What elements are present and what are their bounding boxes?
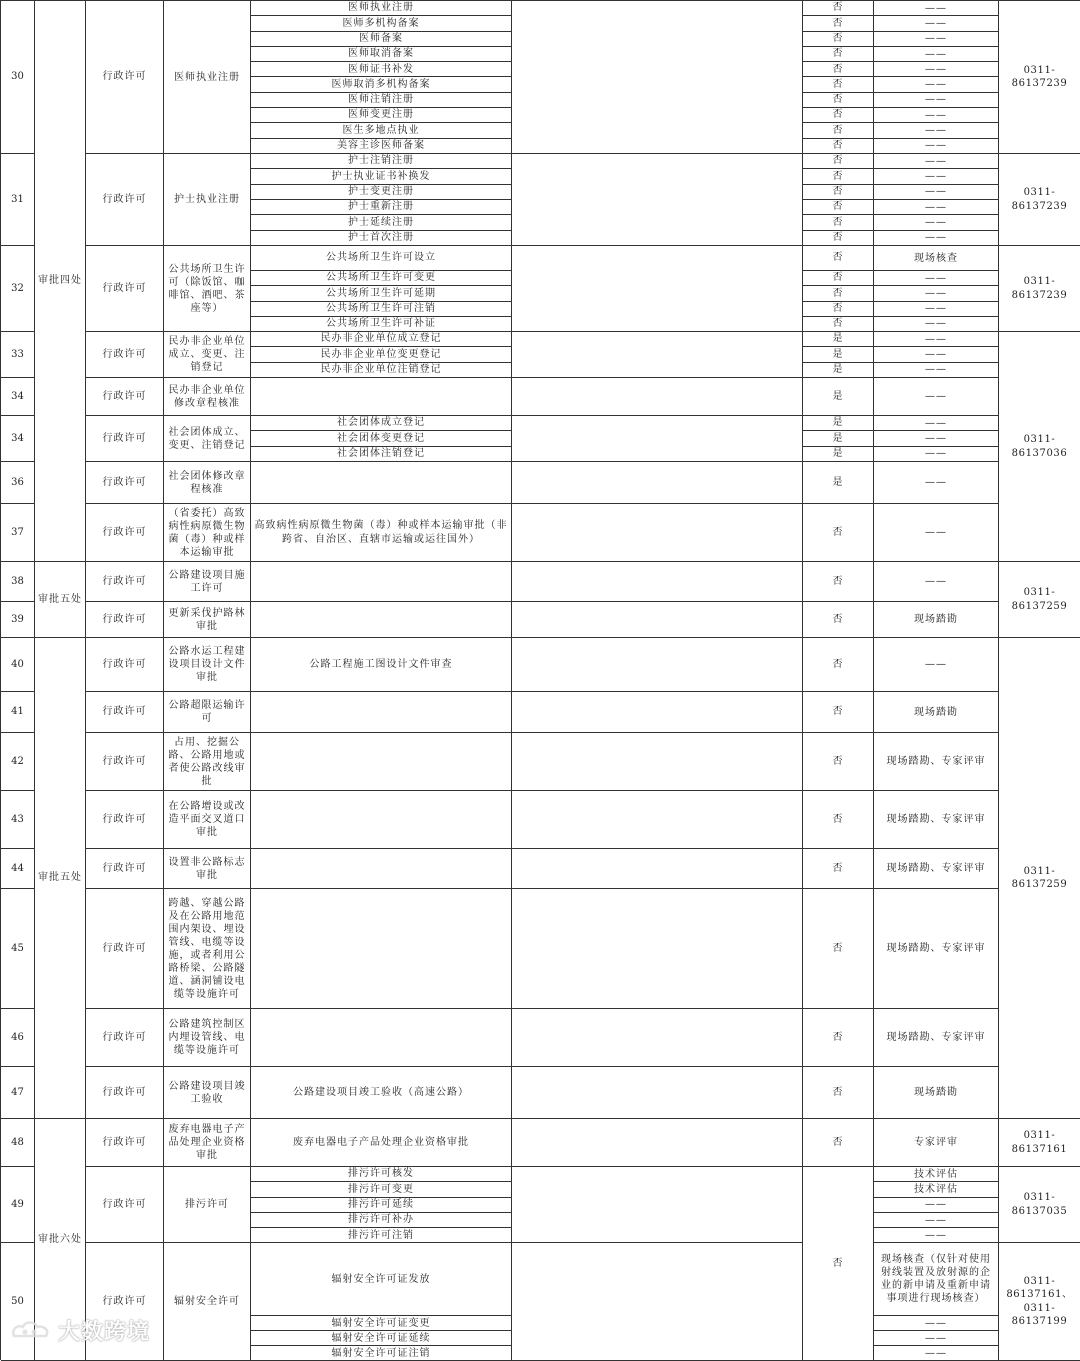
approval-type-cell: 行政许可 (86, 889, 164, 1009)
sub-item-cell: 医师变更注册 (251, 108, 512, 123)
online-flag-cell: 是 (803, 431, 874, 446)
online-flag-cell: 否 (803, 77, 874, 92)
review-method-cell: —— (874, 93, 999, 108)
row-number: 34 (1, 378, 35, 416)
review-method-cell: 现场踏勘 (874, 1067, 999, 1119)
row-number: 32 (1, 246, 35, 332)
item-name-cell: 排污许可 (164, 1167, 251, 1243)
online-flag-cell: 是 (803, 363, 874, 378)
blank-cell (512, 154, 803, 246)
online-flag-cell: 是 (803, 416, 874, 431)
review-method-cell: —— (874, 77, 999, 92)
office-cell: 审批五处 (35, 638, 86, 1119)
sub-item-cell: 公路工程施工图设计文件审查 (251, 638, 512, 692)
item-name-cell: 公路水运工程建设项目设计文件审批 (164, 638, 251, 692)
online-flag-cell: 否 (803, 47, 874, 62)
sub-item-cell: 辐射安全许可证变更 (251, 1316, 512, 1331)
item-name-cell: 护士执业注册 (164, 154, 251, 246)
sub-item-cell: 医师取消多机构备案 (251, 77, 512, 92)
blank-cell (512, 849, 803, 889)
phone-cell: 0311-86137161 (999, 1119, 1080, 1167)
review-method-cell: 技术评估 (874, 1167, 999, 1182)
review-method-cell: —— (874, 504, 999, 562)
sub-item-cell: 民办非企业单位变更登记 (251, 347, 512, 362)
phone-cell: 0311-86137239 (999, 1, 1080, 154)
row-number: 39 (1, 602, 35, 638)
review-method-cell: —— (874, 154, 999, 169)
approval-type-cell: 行政许可 (86, 733, 164, 791)
blank-cell (512, 246, 803, 332)
blank-cell (512, 692, 803, 733)
sub-item-cell (251, 791, 512, 849)
sub-item-cell (251, 378, 512, 416)
online-flag-cell: 否 (803, 733, 874, 791)
item-name-cell: 公路超限运输许可 (164, 692, 251, 733)
online-flag-cell: 否 (803, 185, 874, 200)
review-method-cell: —— (874, 447, 999, 462)
phone-cell: 0311-86137161、0311-86137199 (999, 1243, 1080, 1361)
approval-type-cell: 行政许可 (86, 246, 164, 332)
blank-cell (512, 889, 803, 1009)
blank-cell (512, 602, 803, 638)
online-flag-cell: 否 (803, 602, 874, 638)
online-flag-cell: 否 (803, 1067, 874, 1119)
sub-item-cell: 医生多地点执业 (251, 123, 512, 138)
sub-item-cell: 社会团体注销登记 (251, 447, 512, 462)
sub-item-cell: 排污许可注销 (251, 1228, 512, 1243)
approval-type-cell: 行政许可 (86, 1243, 164, 1361)
review-method-cell: —— (874, 363, 999, 378)
blank-cell (512, 1243, 803, 1361)
sub-item-cell: 废弃电器电子产品处理企业资格审批 (251, 1119, 512, 1167)
phone-cell: 0311-86137036 (999, 332, 1080, 562)
online-flag-cell: 否 (803, 286, 874, 301)
sub-item-cell (251, 602, 512, 638)
blank-cell (512, 416, 803, 462)
row-number: 31 (1, 154, 35, 246)
review-method-cell: 现场踏勘、专家评审 (874, 1009, 999, 1067)
approval-type-cell: 行政许可 (86, 692, 164, 733)
online-flag-cell: 否 (803, 215, 874, 230)
blank-cell (512, 791, 803, 849)
row-number: 48 (1, 1119, 35, 1167)
review-method-cell: —— (874, 47, 999, 62)
item-name-cell: 占用、挖掘公路、公路用地或者使公路改线审批 (164, 733, 251, 791)
item-name-cell: 跨越、穿越公路及在公路用地范围内架设、埋设管线、电缆等设施，或者利用公路桥梁、公路隧道、涵洞铺设电缆等设施许可 (164, 889, 251, 1009)
approval-type-cell: 行政许可 (86, 504, 164, 562)
item-name-cell: 民办非企业单位成立、变更、注销登记 (164, 332, 251, 378)
sub-item-cell (251, 692, 512, 733)
sub-item-cell: 医师证书补发 (251, 62, 512, 77)
online-flag-cell: 否 (803, 317, 874, 332)
review-method-cell: 现场踏勘 (874, 692, 999, 733)
review-method-cell: —— (874, 562, 999, 602)
online-flag-cell: 否 (803, 139, 874, 154)
sub-item-cell: 辐射安全许可证发放 (251, 1243, 512, 1316)
online-flag-cell: 否 (803, 200, 874, 215)
row-number: 37 (1, 504, 35, 562)
review-method-cell: —— (874, 271, 999, 286)
row-number: 33 (1, 332, 35, 378)
review-method-cell: —— (874, 462, 999, 504)
item-name-cell: （省委托）高致病性病原微生物菌（毒）种或样本运输审批 (164, 504, 251, 562)
phone-cell: 0311-86137259 (999, 638, 1080, 1119)
review-method-cell: —— (874, 139, 999, 154)
review-method-cell: —— (874, 332, 999, 347)
blank-cell (512, 1, 803, 154)
review-method-cell: —— (874, 317, 999, 332)
blank-cell (512, 1167, 803, 1243)
online-flag-cell: 否 (803, 504, 874, 562)
online-flag-cell: 否 (803, 169, 874, 184)
approval-type-cell: 行政许可 (86, 849, 164, 889)
sub-item-cell: 护士注销注册 (251, 154, 512, 169)
review-method-cell: —— (874, 431, 999, 446)
review-method-cell: —— (874, 16, 999, 31)
approval-type-cell: 行政许可 (86, 562, 164, 602)
review-method-cell: —— (874, 378, 999, 416)
item-name-cell: 公共场所卫生许可（除饭馆、咖啡馆、酒吧、茶座等） (164, 246, 251, 332)
approval-type-cell: 行政许可 (86, 1167, 164, 1243)
sub-item-cell: 排污许可补办 (251, 1213, 512, 1228)
sub-item-cell: 护士延续注册 (251, 215, 512, 230)
sub-item-cell: 护士执业证书补换发 (251, 169, 512, 184)
sub-item-cell: 辐射安全许可证延续 (251, 1331, 512, 1346)
approval-type-cell: 行政许可 (86, 378, 164, 416)
item-name-cell: 社会团体修改章程核准 (164, 462, 251, 504)
review-method-cell: 现场踏勘、专家评审 (874, 733, 999, 791)
review-method-cell: —— (874, 185, 999, 200)
review-method-cell: 现场踏勘、专家评审 (874, 791, 999, 849)
online-flag-cell: 否 (803, 302, 874, 317)
review-method-cell: —— (874, 347, 999, 362)
approval-type-cell: 行政许可 (86, 416, 164, 462)
row-number: 38 (1, 562, 35, 602)
sub-item-cell (251, 462, 512, 504)
item-name-cell: 公路建筑控制区内埋设管线、电缆等设施许可 (164, 1009, 251, 1067)
phone-cell: 0311-86137239 (999, 154, 1080, 246)
sub-item-cell: 社会团体变更登记 (251, 431, 512, 446)
approval-type-cell: 行政许可 (86, 462, 164, 504)
row-number: 44 (1, 849, 35, 889)
sub-item-cell: 高致病性病原微生物菌（毒）种或样本运输审批（非跨省、自治区、直辖市运输或运往国外） (251, 504, 512, 562)
review-method-cell: —— (874, 108, 999, 123)
online-flag-cell: 否 (803, 108, 874, 123)
online-flag-cell: 否 (803, 791, 874, 849)
sub-item-cell: 公共场所卫生许可设立 (251, 246, 512, 271)
row-number: 47 (1, 1067, 35, 1119)
review-method-cell: —— (874, 123, 999, 138)
online-flag-cell: 否 (803, 849, 874, 889)
online-flag-cell: 否 (803, 1009, 874, 1067)
sub-item-cell (251, 562, 512, 602)
sub-item-cell: 医师执业注册 (251, 1, 512, 16)
sub-item-cell: 医师取消备案 (251, 47, 512, 62)
office-cell: 审批五处 (35, 562, 86, 638)
review-method-cell: —— (874, 169, 999, 184)
row-number: 40 (1, 638, 35, 692)
item-name-cell: 设置非公路标志审批 (164, 849, 251, 889)
review-method-cell: —— (874, 1316, 999, 1331)
review-method-cell: —— (874, 302, 999, 317)
blank-cell (512, 378, 803, 416)
review-method-cell: —— (874, 1213, 999, 1228)
item-name-cell: 辐射安全许可 (164, 1243, 251, 1361)
online-flag-cell: 否 (803, 1167, 874, 1361)
row-number: 43 (1, 791, 35, 849)
row-number: 41 (1, 692, 35, 733)
sub-item-cell: 护士变更注册 (251, 185, 512, 200)
online-flag-cell: 是 (803, 462, 874, 504)
review-method-cell: —— (874, 286, 999, 301)
review-method-cell: —— (874, 638, 999, 692)
review-method-cell: 现场踏勘 (874, 602, 999, 638)
sub-item-cell: 护士首次注册 (251, 231, 512, 247)
phone-cell: 0311-86137239 (999, 246, 1080, 332)
approval-type-cell: 行政许可 (86, 154, 164, 246)
online-flag-cell: 否 (803, 562, 874, 602)
review-method-cell: 现场核查 (874, 246, 999, 271)
item-name-cell: 医师执业注册 (164, 1, 251, 154)
sub-item-cell: 医师注销注册 (251, 93, 512, 108)
sub-item-cell: 排污许可变更 (251, 1182, 512, 1197)
item-name-cell: 社会团体成立、变更、注销登记 (164, 416, 251, 462)
approval-type-cell: 行政许可 (86, 1009, 164, 1067)
online-flag-cell: 否 (803, 32, 874, 47)
sub-item-cell: 医师备案 (251, 32, 512, 47)
review-method-cell: 专家评审 (874, 1119, 999, 1167)
phone-cell: 0311-86137259 (999, 562, 1080, 638)
sub-item-cell: 公路建设项目竣工验收（高速公路） (251, 1067, 512, 1119)
item-name-cell: 民办非企业单位修改章程核准 (164, 378, 251, 416)
approval-type-cell: 行政许可 (86, 1, 164, 154)
sub-item-cell: 护士重新注册 (251, 200, 512, 215)
approval-type-cell: 行政许可 (86, 602, 164, 638)
office-cell: 审批四处 (35, 1, 86, 562)
row-number: 49 (1, 1167, 35, 1243)
online-flag-cell: 否 (803, 1, 874, 16)
item-name-cell: 更新采伐护路林审批 (164, 602, 251, 638)
phone-cell: 0311-86137035 (999, 1167, 1080, 1243)
row-number: 46 (1, 1009, 35, 1067)
sub-item-cell (251, 849, 512, 889)
sub-item-cell (251, 889, 512, 1009)
review-method-cell: —— (874, 1198, 999, 1213)
sub-item-cell (251, 733, 512, 791)
review-method-cell: —— (874, 1228, 999, 1243)
online-flag-cell: 否 (803, 154, 874, 169)
blank-cell (512, 1067, 803, 1119)
blank-cell (512, 1009, 803, 1067)
row-number: 30 (1, 1, 35, 154)
review-method-cell: 现场核查（仅针对使用射线装置及放射源的企业的新申请及重新申请事项进行现场核查） (874, 1243, 999, 1316)
row-number: 42 (1, 733, 35, 791)
row-number: 36 (1, 462, 35, 504)
online-flag-cell: 否 (803, 16, 874, 31)
online-flag-cell: 否 (803, 123, 874, 138)
review-method-cell: 现场踏勘、专家评审 (874, 849, 999, 889)
sub-item-cell: 公共场所卫生许可补证 (251, 317, 512, 332)
office-cell: 审批六处 (35, 1119, 86, 1361)
approval-type-cell: 行政许可 (86, 1067, 164, 1119)
sub-item-cell: 民办非企业单位成立登记 (251, 332, 512, 347)
review-method-cell: —— (874, 62, 999, 77)
review-method-cell: 现场踏勘、专家评审 (874, 889, 999, 1009)
item-name-cell: 公路建设项目施工许可 (164, 562, 251, 602)
sub-item-cell: 医师多机构备案 (251, 16, 512, 31)
item-name-cell: 在公路增设或改造平面交叉道口审批 (164, 791, 251, 849)
blank-cell (512, 462, 803, 504)
blank-cell (512, 638, 803, 692)
online-flag-cell: 是 (803, 378, 874, 416)
item-name-cell: 公路建设项目竣工验收 (164, 1067, 251, 1119)
online-flag-cell: 是 (803, 347, 874, 362)
sub-item-cell: 公共场所卫生许可延期 (251, 286, 512, 301)
blank-cell (512, 504, 803, 562)
approval-type-cell: 行政许可 (86, 791, 164, 849)
blank-cell (512, 562, 803, 602)
online-flag-cell: 否 (803, 271, 874, 286)
approval-type-cell: 行政许可 (86, 332, 164, 378)
review-method-cell: —— (874, 32, 999, 47)
review-method-cell: —— (874, 1, 999, 16)
online-flag-cell: 否 (803, 692, 874, 733)
blank-cell (512, 1119, 803, 1167)
online-flag-cell: 否 (803, 231, 874, 247)
sub-item-cell: 公共场所卫生许可注销 (251, 302, 512, 317)
review-method-cell: —— (874, 416, 999, 431)
sub-item-cell: 社会团体成立登记 (251, 416, 512, 431)
sub-item-cell: 民办非企业单位注销登记 (251, 363, 512, 378)
review-method-cell: 技术评估 (874, 1182, 999, 1197)
row-number: 34 (1, 416, 35, 462)
online-flag-cell: 否 (803, 93, 874, 108)
watermark-text: 大数跨境 (58, 1320, 151, 1345)
online-flag-cell: 是 (803, 332, 874, 347)
review-method-cell: —— (874, 231, 999, 247)
online-flag-cell: 否 (803, 889, 874, 1009)
sub-item-cell: 辐射安全许可证注销 (251, 1346, 512, 1361)
row-number: 45 (1, 889, 35, 1009)
row-number: 50 (1, 1243, 35, 1361)
online-flag-cell: 否 (803, 246, 874, 271)
online-flag-cell: 否 (803, 1119, 874, 1167)
sub-item-cell: 公共场所卫生许可变更 (251, 271, 512, 286)
approval-type-cell: 行政许可 (86, 1119, 164, 1167)
sub-item-cell: 排污许可核发 (251, 1167, 512, 1182)
approval-type-cell: 行政许可 (86, 638, 164, 692)
review-method-cell: —— (874, 1331, 999, 1346)
sub-item-cell (251, 1009, 512, 1067)
review-method-cell: —— (874, 200, 999, 215)
sub-item-cell: 排污许可延续 (251, 1198, 512, 1213)
review-method-cell: —— (874, 215, 999, 230)
online-flag-cell: 否 (803, 62, 874, 77)
item-name-cell: 废弃电器电子产品处理企业资格审批 (164, 1119, 251, 1167)
online-flag-cell: 否 (803, 638, 874, 692)
sub-item-cell: 美容主诊医师备案 (251, 139, 512, 154)
review-method-cell: —— (874, 1346, 999, 1361)
blank-cell (512, 332, 803, 378)
online-flag-cell: 是 (803, 447, 874, 462)
blank-cell (512, 733, 803, 791)
